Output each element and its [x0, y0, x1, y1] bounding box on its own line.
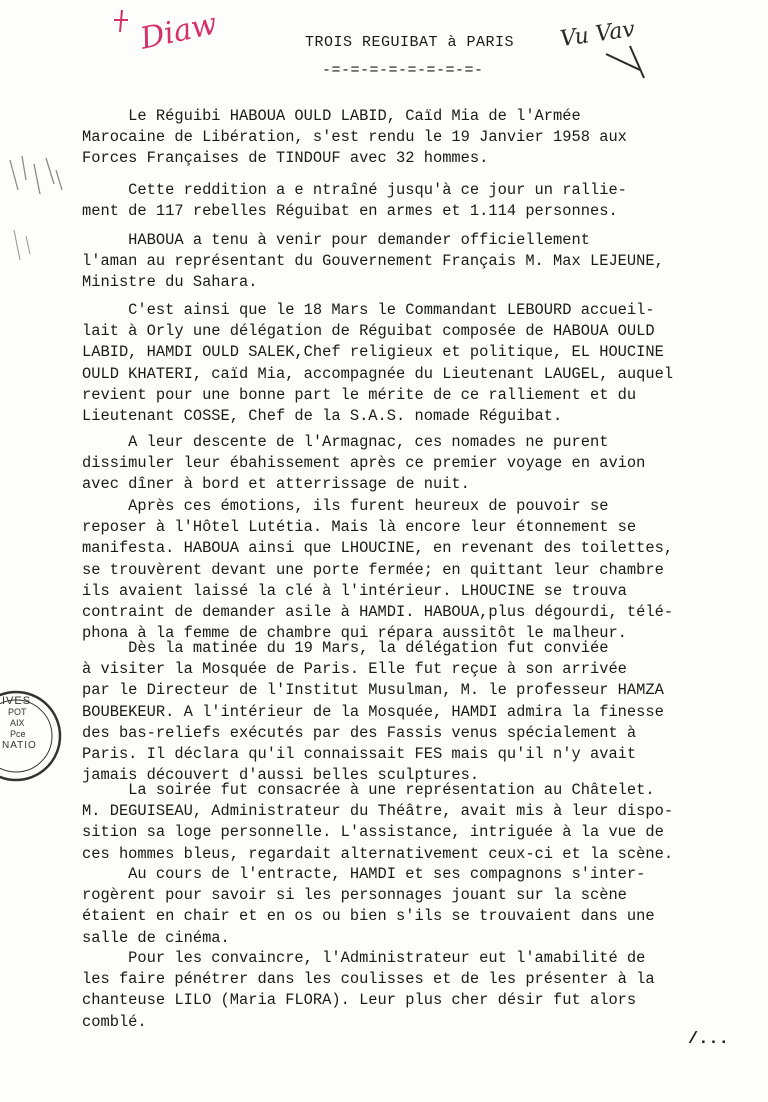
continuation-mark: /... — [688, 1030, 729, 1049]
handwritten-annotation-right: Vu Vav — [558, 16, 637, 53]
paragraph-10: Pour les convaincre, l'Administrateur eut l'amabilité de les faire pénétrer dans les coulisses et de les présenter à la chanteuse LILO (Maria FLORA). Leur plus cher désir fut alors comblé. — [82, 949, 655, 1031]
stamp-text: IVES POT AIX Pce NATIO — [2, 695, 37, 751]
handwritten-annotation-left: Diaw — [137, 6, 221, 57]
paragraph-4: C'est ainsi que le 18 Mars le Commandant LEBOURD accueil- lait à Orly une délégation de Réguibat composée de HABOUA OULD LABID, HAMDI OULD SALEK,Chef religieux et politique, EL HOUCINE OULD KHATERI, caïd Mia, accompagnée du Lieutenant LAUGEL, auquel revient pour une bonne part le mérite de ce ralliement et du Lieutenant COSSE, Chef de la S.A.S. nomade Réguibat. — [82, 301, 674, 426]
paragraph-6: Après ces émotions, ils furent heureux de pouvoir se reposer à l'Hôtel Lutétia. Mais là encore leur étonnement se manifesta. HABOUA ainsi que LHOUCINE, en revenant des toilettes, se trouvèrent devant une porte fermée; en quittant leur chambre ils avaient laissé la clé à l'intérieur. LHOUCINE se trouva contraint de demander asile à HAMDI. HABOUA,plus dégourdi, télé- phona à la femme de chambre qui répara aussitôt le malheur. — [82, 497, 674, 643]
pink-tick-icon — [110, 6, 134, 36]
paragraph-1: Le Réguibi HABOUA OULD LABID, Caïd Mia de l'Armée Marocaine de Libération, s'est rendu le 19 Janvier 1958 aux Forces Françaises de TINDOUF avec 32 hommes. — [82, 107, 627, 168]
paragraph-5: A leur descente de l'Armagnac, ces nomades ne purent dissimuler leur ébahissement après ce premier voyage en avion avec dîner à bord et atterrissage de nuit. — [82, 433, 646, 494]
paragraph-8: La soirée fut consacrée à une représentation au Châtelet. M. DEGUISEAU, Administrateur du Théâtre, avait mis à leur dispo- sition sa loge personnelle. L'assistance, intriguée à la vue de ces hommes bleus, regardait alternativement ceux-ci et la scène. — [82, 781, 674, 863]
paragraph-9: Au cours de l'entracte, HAMDI et ses compagnons s'inter- rogèrent pour savoir si les personnages jouant sur la scène étaient en chair et en os ou bien s'ils se trouvaient dans une salle de cinéma. — [82, 865, 655, 947]
margin-pencil-marks — [4, 150, 74, 270]
check-mark-icon — [600, 40, 660, 80]
paragraph-3: HABOUA a tenu à venir pour demander officiellement l'aman au représentant du Gouvernement Français M. Max LEJEUNE, Ministre du Sahara. — [82, 231, 664, 292]
paragraph-7: Dès la matinée du 19 Mars, la délégation fut conviée à visiter la Mosquée de Paris. Elle fut reçue à son arrivée par le Directeur de l'Institut Musulman, M. le professeur HAMZA BOUBEKEUR. A l'intérieur de la Mosquée, HAMDI admira la finesse des bas-reliefs exécutés par des Fassis venus spécialement à Paris. Il déclara qu'il connaissait FES mais qu'il n'y avait jamais découvert d'aussi belles sculptures. — [82, 639, 664, 785]
page-title: TROIS REGUIBAT à PARIS — [305, 34, 515, 51]
title-underline: -=-=-=-=-=-=-=-=- — [322, 62, 484, 79]
paragraph-2: Cette reddition a e ntraîné jusqu'à ce jour un rallie- ment de 117 rebelles Réguibat en armes et 1.114 personnes. — [82, 181, 627, 221]
